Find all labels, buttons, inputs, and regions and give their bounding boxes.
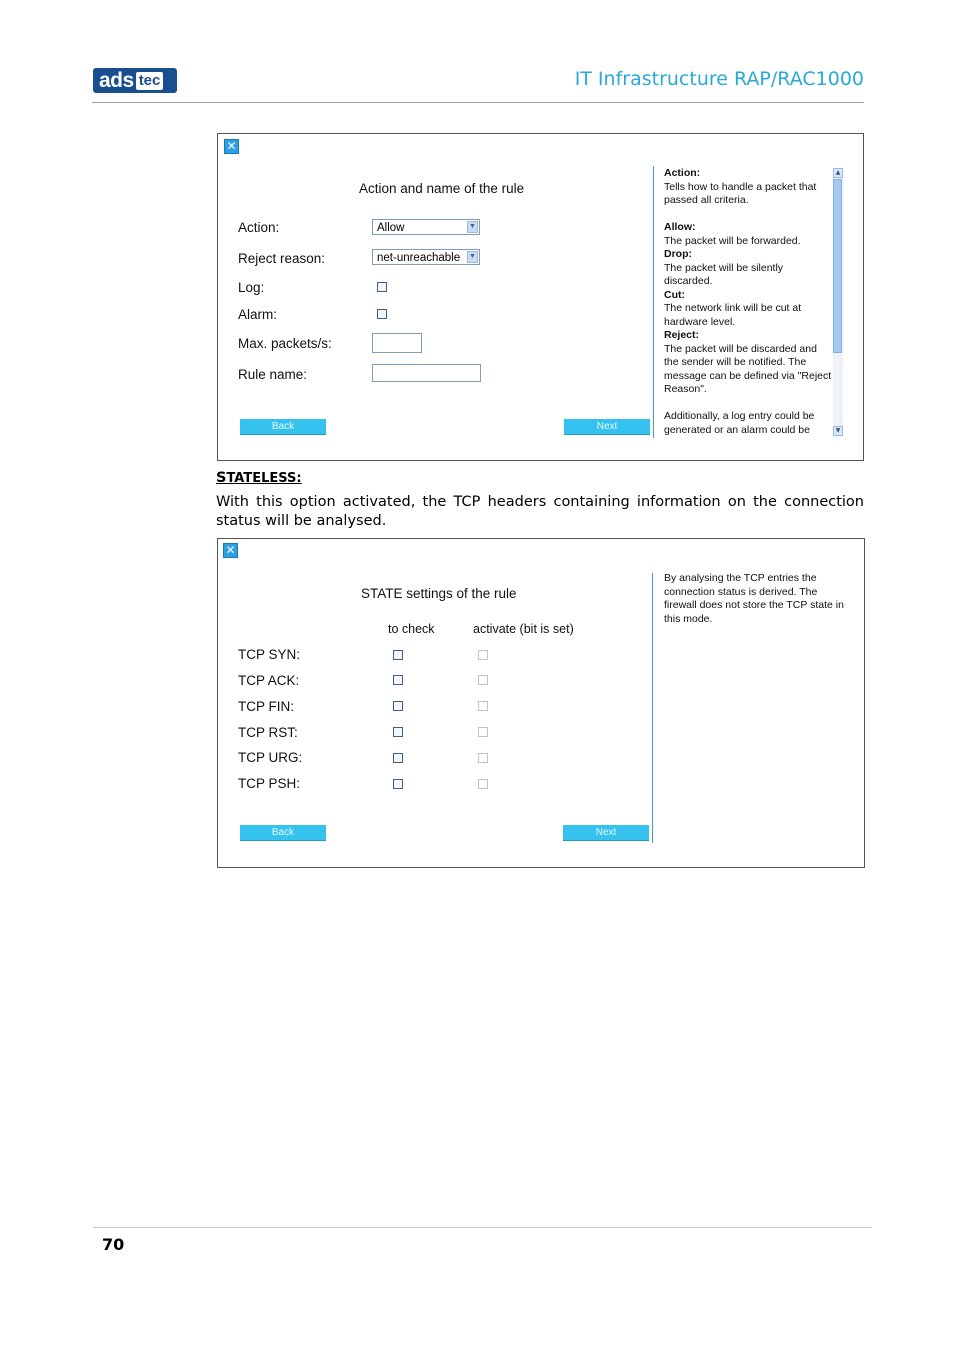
tcp-ack-check-checkbox[interactable] (393, 675, 403, 685)
scroll-up-icon[interactable]: ▲ (833, 168, 843, 178)
help-drop-heading: Drop: (664, 248, 692, 260)
tcp-urg-label: TCP URG: (238, 750, 303, 765)
scroll-down-icon[interactable]: ▼ (833, 426, 843, 436)
tcp-psh-check-checkbox[interactable] (393, 779, 403, 789)
scrollbar-thumb[interactable] (833, 179, 842, 353)
help-divider (652, 573, 653, 843)
help-reject-text: The packet will be discarded and the sender will be notified. The message can be defined via "Reject Reason". (664, 342, 832, 395)
tcp-syn-activate-checkbox[interactable] (478, 650, 488, 660)
action-label: Action: (238, 220, 280, 235)
max-packets-label: Max. packets/s: (238, 336, 332, 351)
help-cut-heading: Cut: (664, 288, 685, 301)
help-cut-text: The network link will be cut at hardware level. (664, 302, 802, 328)
help-additional-text: Additionally, a log entry could be generated or an alarm could be (664, 410, 815, 436)
rule-name-label: Rule name: (238, 367, 308, 382)
help-drop-text: The packet will be silently discarded. (664, 261, 784, 287)
tcp-syn-check-checkbox[interactable] (393, 650, 403, 660)
page-number: 70 (102, 1235, 125, 1254)
alarm-checkbox[interactable] (377, 309, 387, 319)
close-icon[interactable]: ✕ (223, 543, 238, 558)
tcp-psh-activate-checkbox[interactable] (478, 779, 488, 789)
action-select[interactable] (372, 219, 480, 235)
document-title: IT Infrastructure RAP/RAC1000 (574, 68, 864, 90)
tcp-fin-activate-checkbox[interactable] (478, 701, 488, 711)
logo-text-ads: ads (99, 69, 134, 92)
help-reject-heading: Reject: (664, 329, 700, 341)
help-allow-text: The packet will be forwarded. (664, 234, 801, 247)
help-text: By analysing the TCP entries the connection status is derived. The firewall does not store the TCP state in this mode. (664, 572, 844, 625)
reject-reason-label: Reject reason: (238, 251, 326, 266)
footer-divider (93, 1227, 872, 1228)
next-button[interactable]: Next (564, 419, 650, 435)
column-header-check: to check (388, 622, 435, 636)
tcp-ack-activate-checkbox[interactable] (478, 675, 488, 685)
reject-reason-select-value: net-unreachable (377, 252, 461, 264)
tcp-ack-label: TCP ACK: (238, 673, 300, 688)
tcp-rst-label: TCP RST: (238, 725, 298, 740)
tcp-urg-check-checkbox[interactable] (393, 753, 403, 763)
logo-text-tec: tec (136, 72, 164, 90)
log-checkbox[interactable] (377, 282, 387, 292)
action-rule-dialog (217, 133, 864, 461)
alarm-label: Alarm: (238, 307, 278, 322)
tcp-rst-check-checkbox[interactable] (393, 727, 403, 737)
help-action-text: Tells how to handle a packet that passed all criteria. (664, 180, 817, 206)
adstec-logo (93, 68, 177, 93)
state-settings-dialog (217, 538, 865, 868)
log-label: Log: (238, 280, 265, 295)
dialog-title: STATE settings of the rule (361, 586, 517, 601)
max-packets-input[interactable] (372, 333, 422, 353)
tcp-psh-label: TCP PSH: (238, 776, 301, 791)
reject-reason-select[interactable] (372, 249, 480, 265)
tcp-urg-activate-checkbox[interactable] (478, 753, 488, 763)
tcp-fin-check-checkbox[interactable] (393, 701, 403, 711)
section-paragraph: With this option activated, the TCP headers containing information on the connection status will be analysed. (216, 494, 864, 529)
next-button[interactable]: Next (563, 825, 649, 841)
help-allow-heading: Allow: (664, 221, 696, 233)
back-button[interactable]: Back (240, 825, 326, 841)
action-select-value: Allow (377, 222, 405, 234)
tcp-rst-activate-checkbox[interactable] (478, 727, 488, 737)
tcp-fin-label: TCP FIN: (238, 699, 295, 714)
help-divider (653, 166, 654, 438)
section-heading: STATELESS: (216, 470, 302, 486)
back-button[interactable]: Back (240, 419, 326, 435)
help-scrollbar[interactable] (833, 168, 843, 437)
dialog-title: Action and name of the rule (359, 181, 525, 196)
tcp-syn-label: TCP SYN: (238, 647, 301, 662)
rule-name-input[interactable] (372, 364, 481, 382)
chevron-down-icon: ▼ (467, 251, 478, 263)
chevron-down-icon: ▼ (467, 221, 478, 233)
help-panel (664, 167, 832, 436)
column-header-activate: activate (bit is set) (473, 622, 574, 636)
close-icon[interactable]: ✕ (224, 139, 239, 154)
help-action-heading: Action: (664, 167, 701, 179)
header-divider (92, 102, 864, 103)
